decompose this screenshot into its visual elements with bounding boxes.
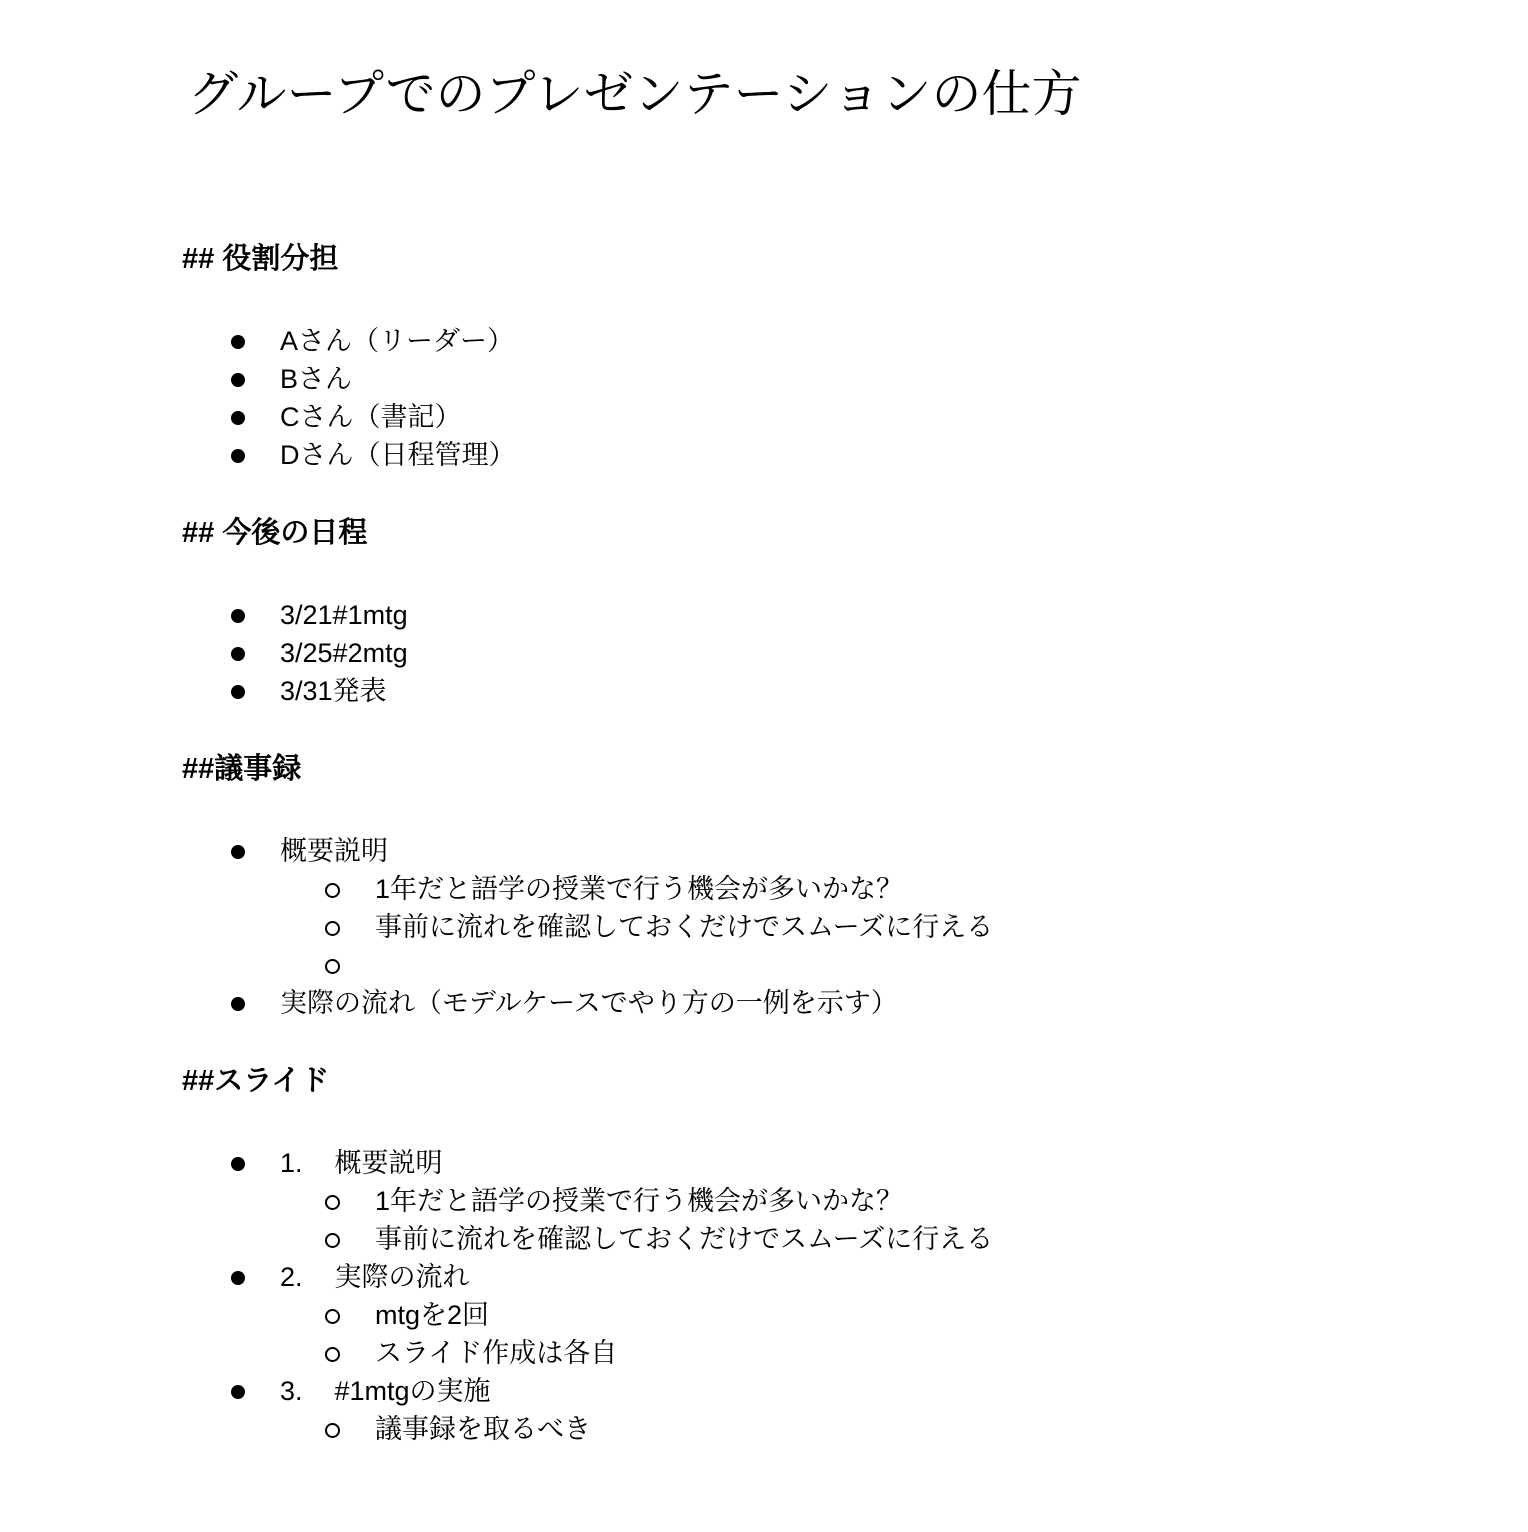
circle-bullet-icon: [325, 1233, 340, 1248]
list-item-text: スライド作成は各自: [375, 1338, 618, 1368]
list-item-text: mtgを2回: [375, 1300, 490, 1330]
circle-bullet-icon: [325, 921, 340, 936]
list-item: [182, 398, 1428, 436]
list-item: [182, 436, 1428, 474]
list-item-text: 実際の流れ（モデルケースでやり方の一例を示す）: [280, 988, 898, 1018]
list-item: [182, 984, 1428, 1022]
circle-bullet-icon: [325, 1195, 340, 1210]
section-heading: ##議事録: [182, 753, 302, 785]
disc-bullet-icon: [231, 1385, 245, 1399]
document-section: [182, 240, 1428, 474]
list-item: [182, 1334, 1428, 1372]
list-item: [182, 1258, 1428, 1296]
circle-bullet-icon: [325, 1347, 340, 1362]
list-item-text: 3/21#1mtg: [280, 600, 408, 630]
list-item-text: Aさん（リーダー）: [280, 326, 515, 356]
disc-bullet-icon: [231, 1157, 245, 1171]
section-heading: ## 今後の日程: [182, 517, 368, 549]
section-heading: ## 役割分担: [182, 243, 339, 275]
circle-bullet-icon: [325, 883, 340, 898]
disc-bullet-icon: [231, 411, 245, 425]
document-title: グループでのプレゼンテーションの仕方: [188, 66, 1082, 122]
list-item: [182, 1182, 1428, 1220]
document-sections: [182, 240, 1428, 1448]
list-item-number: 2.: [280, 1262, 303, 1292]
document-section: [182, 750, 1428, 1022]
list-item: [182, 634, 1428, 672]
list-item-text: 3/31発表: [280, 676, 387, 706]
list-item: [182, 870, 1428, 908]
section-heading: ##スライド: [182, 1065, 330, 1097]
list-item-number: 3.: [280, 1376, 303, 1406]
list-item: [182, 360, 1428, 398]
list-item: [182, 1144, 1428, 1182]
list-item-text: 概要説明: [280, 836, 388, 866]
list-item: [182, 322, 1428, 360]
list-item-number: 1.: [280, 1148, 303, 1178]
bullet-list: [182, 322, 1428, 474]
circle-bullet-icon: [325, 959, 340, 974]
list-item: [182, 946, 1428, 984]
disc-bullet-icon: [231, 335, 245, 349]
document-section: [182, 1062, 1428, 1448]
disc-bullet-icon: [231, 449, 245, 463]
list-item-text: 実際の流れ: [334, 1262, 470, 1292]
document-section: [182, 514, 1428, 710]
list-item-text: 議事録を取るべき: [375, 1414, 591, 1444]
disc-bullet-icon: [231, 609, 245, 623]
list-item: [182, 1220, 1428, 1258]
list-item-text: Bさん: [280, 364, 353, 394]
list-item: [182, 1372, 1428, 1410]
bullet-list: [182, 596, 1428, 710]
disc-bullet-icon: [231, 997, 245, 1011]
disc-bullet-icon: [231, 845, 245, 859]
disc-bullet-icon: [231, 373, 245, 387]
circle-bullet-icon: [325, 1309, 340, 1324]
list-item-text: 事前に流れを確認しておくだけでスムーズに行える: [375, 1224, 994, 1254]
list-item: [182, 1296, 1428, 1334]
list-item-text: 概要説明: [334, 1148, 443, 1178]
disc-bullet-icon: [231, 647, 245, 661]
list-item: [182, 908, 1428, 946]
circle-bullet-icon: [325, 1423, 340, 1438]
list-item: [182, 832, 1428, 870]
disc-bullet-icon: [231, 685, 245, 699]
list-item-text: 3/25#2mtg: [280, 638, 408, 668]
list-item: [182, 1410, 1428, 1448]
list-item-text: 1年だと語学の授業で行う機会が多いかな？: [375, 1186, 904, 1216]
disc-bullet-icon: [231, 1271, 245, 1285]
list-item-text: 1年だと語学の授業で行う機会が多いかな？: [375, 874, 904, 904]
list-item: [182, 596, 1428, 634]
list-item-text: Dさん（日程管理）: [280, 440, 516, 470]
list-item-text: 事前に流れを確認しておくだけでスムーズに行える: [375, 912, 994, 942]
bullet-list: [182, 1144, 1428, 1448]
list-item-text: #1mtgの実施: [334, 1376, 491, 1406]
list-item: [182, 672, 1428, 710]
list-item-text: Cさん（書記）: [280, 402, 462, 432]
bullet-list: [182, 832, 1428, 1022]
